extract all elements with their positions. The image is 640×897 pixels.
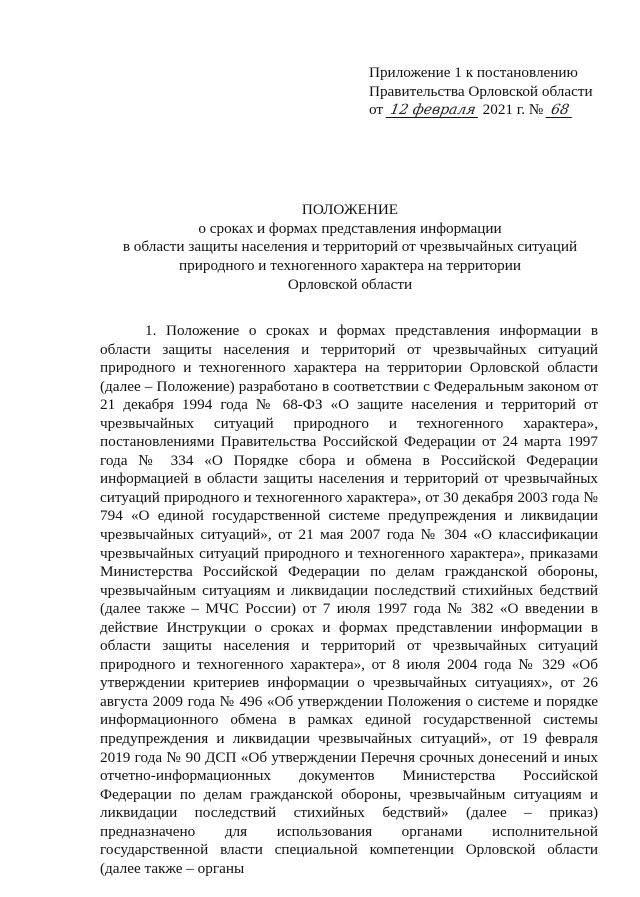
date-prefix: от xyxy=(369,101,384,118)
title-line-2: о сроках и формах представления информации xyxy=(198,219,502,237)
document-title xyxy=(100,201,600,295)
appendix-header xyxy=(369,64,609,120)
year-suffix: 2021 г. № xyxy=(482,101,544,118)
title-line-4: природного и техногенного характера на территории xyxy=(179,257,521,275)
appendix-line-2: Правительства Орловской области xyxy=(369,82,593,100)
appendix-date-line xyxy=(369,101,609,120)
body-paragraph-1: 1. Положение о сроках и формах представления информации в области защиты населения и территорий от чрезвычайных ситуаций природного и техногенного характера на территории Орловской области (далее – Положение) разработано в соответствии с Федеральным законом от 21 декабря 1994 года № 68-ФЗ «О защите населения и территорий от чрезвычайных ситуаций природного и техногенного характера», постановлениями Правительства Российской Федерации от 24 марта 1997 года № 334 «О Порядке сбора и обмена в Российской Федерации информацией в области защиты населения и территорий от чрезвычайных ситуаций природного и техногенного характера», от 30 декабря 2003 года № 794 «О единой государственной системе предупреждения и ликвидации чрезвычайных ситуаций», от 21 мая 2007 года № 304 «О классификации чрезвычайных ситуаций природного и техногенного характера», приказами Министерства Российской Федерации по делам гражданской обороны, чрезвычайным ситуациям и ликвидации последствий стихийных бедствий (далее также – МЧС России) от 7 июля 1997 года № 382 «О введении в действие Инструкции о сроках и формах представлении информации в области защиты населения и территорий от чрезвычайных ситуаций природного и техногенного характера», от 8 июля 2004 года № 329 «Об утверждении критериев информации о чрезвычайных ситуациях», от 26 августа 2009 года № 496 «Об утверждении Положения о системе и порядке информационного обмена в рамках единой государственной системы предупреждения и ликвидации чрезвычайных ситуаций», от 19 февраля 2019 года № 90 ДСП «Об утверждении Перечня срочных донесений и иных отчетно-информационных документов Министерства Российской Федерации по делам гражданской обороны, чрезвычайным ситуациям и ликвидации последствий стихийных бедствий» (далее – приказ) предназначено для использования органами исполнительной государственной власти специальной компетенции Орловской области (далее также – органы xyxy=(100,322,598,877)
appendix-line-1: Приложение 1 к постановлению xyxy=(369,64,578,81)
title-line-3: в области защиты населения и территорий от чрезвычайных ситуаций xyxy=(122,238,578,256)
title-heading: ПОЛОЖЕНИЕ xyxy=(301,201,399,218)
handwritten-date: 12 февраля xyxy=(386,103,481,118)
handwritten-number: 68 xyxy=(546,103,575,118)
title-line-5: Орловской области xyxy=(287,275,413,293)
